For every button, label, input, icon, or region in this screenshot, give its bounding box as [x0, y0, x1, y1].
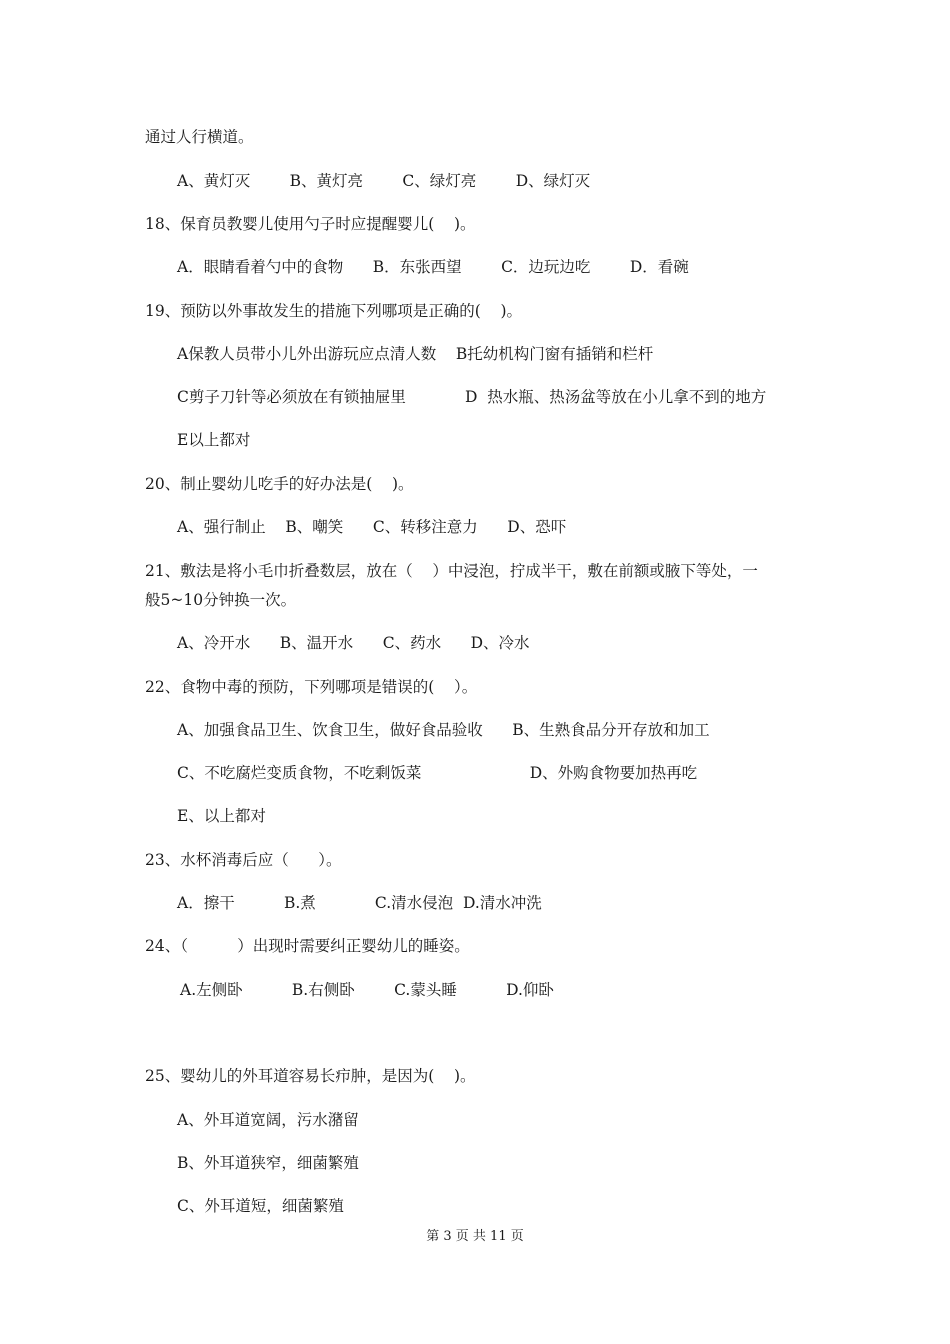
answer-options: C剪子刀针等必须放在有锁抽屉里 D 热水瓶、热汤盆等放在小儿拿不到的地方	[177, 388, 767, 406]
text-line: 通过人行横道。	[145, 128, 254, 146]
question-19: 19、预防以外事故发生的措施下列哪项是正确的( )。	[145, 302, 523, 320]
text-line: 般5~10分钟换一次。	[145, 591, 297, 609]
answer-options: E以上都对	[177, 431, 251, 449]
answer-options: A、黄灯灭 B、黄灯亮 C、绿灯亮 D、绿灯灭	[177, 172, 591, 190]
answer-options: A．眼睛看着勺中的食物 B．东张西望 C．边玩边吃 D．看碗	[177, 258, 689, 276]
question-18: 18、保育员教婴儿使用勺子时应提醒婴儿( )。	[145, 215, 476, 233]
answer-options: A、加强食品卫生、饮食卫生，做好食品验收 B、生熟食品分开存放和加工	[177, 721, 710, 739]
question-24: 24、（ ）出现时需要纠正婴幼儿的睡姿。	[145, 937, 470, 955]
page-number-footer: 第 3 页 共 11 页	[426, 1229, 524, 1244]
question-22: 22、食物中毒的预防，下列哪项是错误的( ）。	[145, 678, 478, 696]
question-23: 23、水杯消毒后应（ ）。	[145, 851, 342, 869]
question-25: 25、婴幼儿的外耳道容易长疖肿，是因为( )。	[145, 1067, 476, 1085]
question-20: 20、制止婴幼儿吃手的好办法是( )。	[145, 475, 414, 493]
answer-options: A、强行制止 B、嘲笑 C、转移注意力 D、恐吓	[177, 518, 567, 536]
answer-options: A.左侧卧 B.右侧卧 C.蒙头睡 D.仰卧	[180, 981, 554, 999]
answer-options: A保教人员带小儿外出游玩应点清人数 B托幼机构门窗有插销和栏杆	[177, 345, 654, 363]
answer-options: A、冷开水 B、温开水 C、药水 D、冷水	[177, 634, 530, 652]
question-21: 21、敷法是将小毛巾折叠数层，放在（ ）中浸泡，拧成半干，敷在前额或腋下等处，一	[145, 562, 758, 580]
answer-options: A、外耳道宽阔，污水潴留	[177, 1111, 359, 1129]
answer-options: B、外耳道狭窄，细菌繁殖	[177, 1154, 359, 1172]
answer-options: A．擦干 B.煮 C.清水侵泡 D.清水冲洗	[177, 894, 542, 912]
answer-options: E、以上都对	[177, 807, 266, 825]
answer-options: C、外耳道短，细菌繁殖	[177, 1197, 344, 1215]
answer-options: C、不吃腐烂变质食物，不吃剩饭菜 D、外购食物要加热再吃	[177, 764, 698, 782]
